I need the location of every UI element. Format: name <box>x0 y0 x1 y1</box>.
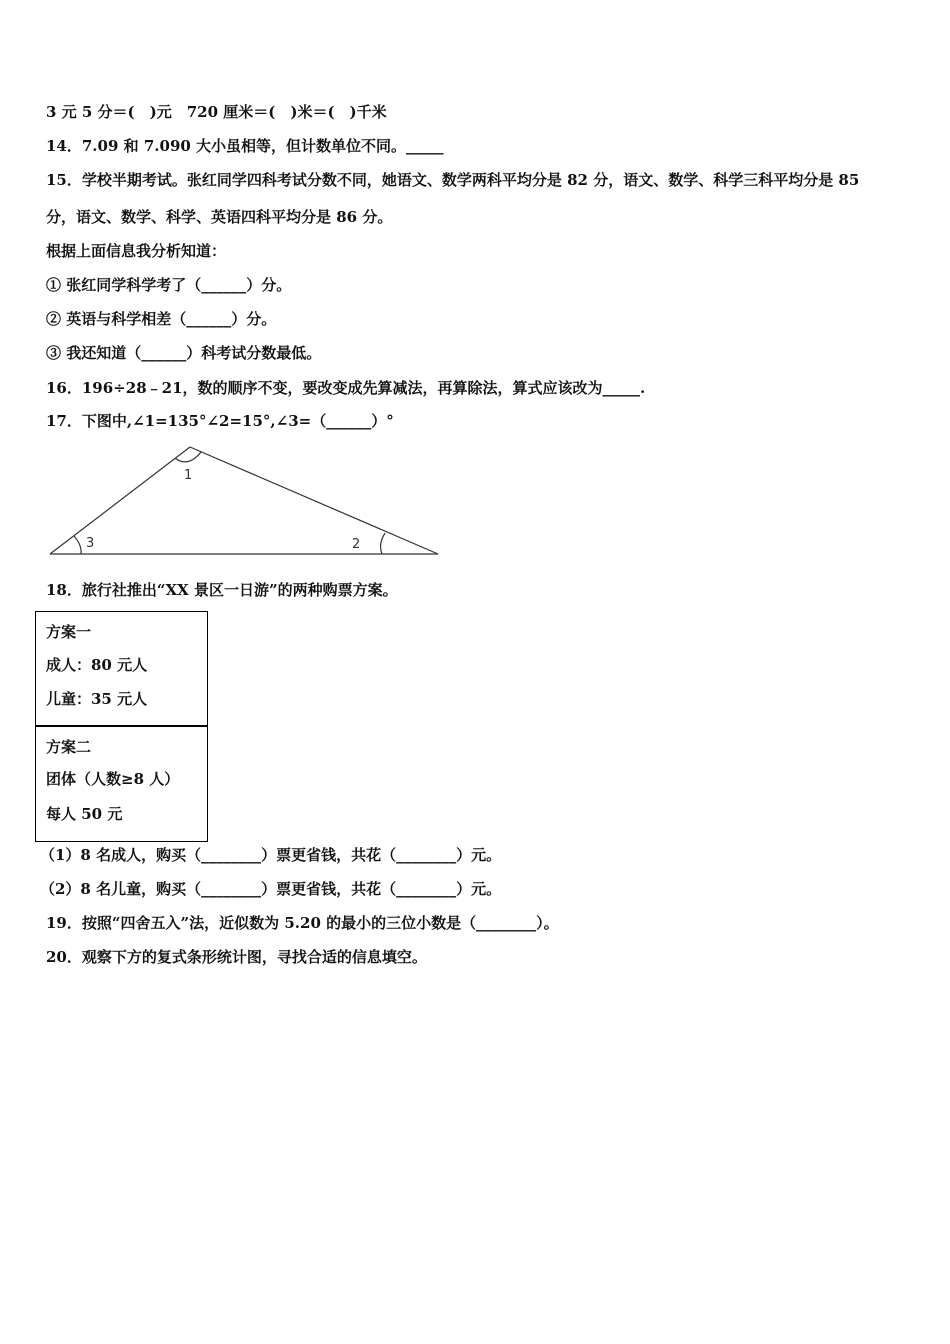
q15-line-2: 分，语文、数学、科学、英语四科平均分是 86 分。 <box>46 208 393 226</box>
q15-line-3: 根据上面信息我分析知道： <box>46 242 227 260</box>
plan-one-title: 方案一 <box>46 623 92 641</box>
q18-sub-2: （2）8 名儿童，购买（________）票更省钱，共花（________）元。 <box>40 880 502 898</box>
q15-sub-c: ③ 我还知道（______）科考试分数最低。 <box>46 344 322 362</box>
q15-line-1: 15．学校半期考试。张红同学四科考试分数不同，她语文、数学两科平均分是 82 分，语文、数学、科学三科平均分是 85 <box>46 171 860 189</box>
q17-line: 17．下图中,∠1=135°∠2=15°,∠3=（______）° <box>46 412 394 430</box>
angle-3-label: 3 <box>86 536 95 551</box>
q15-sub-b: ② 英语与科学相差（______）分。 <box>46 310 277 328</box>
q19-line: 19．按照“四舍五入”法，近似数为 5.20 的最小的三位小数是（________）。 <box>46 914 559 932</box>
plan-one-box <box>35 611 208 727</box>
q14-line: 14．7.09 和 7.090 大小虽相等，但计数单位不同。_____ <box>46 137 444 155</box>
angle-3-arc <box>74 536 81 554</box>
plan-two-box <box>35 725 208 842</box>
plan-one-adult-price: 成人：80 元人 <box>46 656 148 674</box>
q13-line: 3 元 5 分＝( )元 720 厘米＝( )米＝( )千米 <box>46 103 387 121</box>
plan-two-price: 每人 50 元 <box>46 805 123 823</box>
q16-line: 16．196÷28﹣21，数的顺序不变，要改变成先算减法，再算除法，算式应该改为_____. <box>46 379 646 397</box>
plan-two-group: 团体（人数≥8 人） <box>46 770 180 788</box>
angle-2-arc <box>381 533 385 554</box>
q15-sub-a: ① 张红同学科学考了（______）分。 <box>46 276 292 294</box>
triangle-left-side <box>50 447 193 554</box>
plan-one-child-price: 儿童：35 元人 <box>46 690 148 708</box>
q20-line: 20．观察下方的复式条形统计图，寻找合适的信息填空。 <box>46 948 427 966</box>
q18-sub-1: （1）8 名成人，购买（________）票更省钱，共花（________）元。 <box>40 846 502 864</box>
triangle-right-side <box>190 447 438 554</box>
plan-two-title: 方案二 <box>46 738 92 756</box>
q18-line: 18．旅行社推出“XX 景区一日游”的两种购票方案。 <box>46 581 398 599</box>
angle-1-label: 1 <box>184 468 193 483</box>
angle-2-label: 2 <box>352 537 361 552</box>
angle-1-arc <box>175 452 201 462</box>
